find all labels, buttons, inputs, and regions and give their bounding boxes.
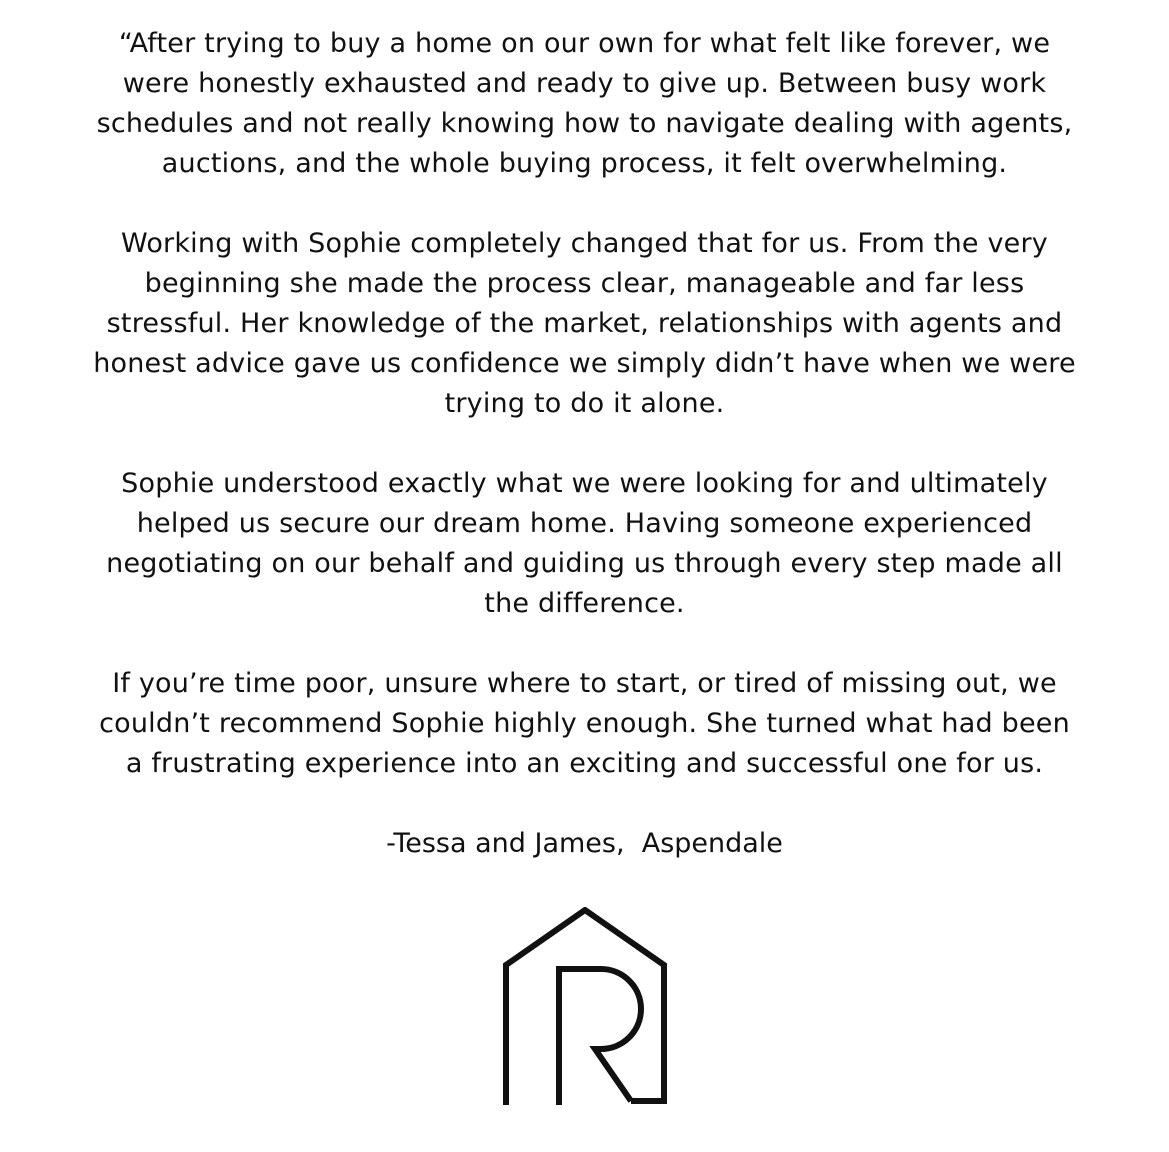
testimonial-paragraph-4 [0, 664, 1169, 784]
text-line: beginning she made the process clear, manageable and far less [144, 268, 1025, 299]
text-line: If you’re time poor, unsure where to start, or tired of missing out, we [112, 668, 1057, 699]
text-line: couldn’t recommend Sophie highly enough. She turned what had been [99, 708, 1070, 739]
text-line: negotiating on our behalf and guiding us through every step made all [106, 548, 1063, 579]
testimonial-attribution: -Tessa and James, Aspendale [386, 828, 783, 859]
text-line: honest advice gave us confidence we simply didn’t have when we were [93, 348, 1076, 379]
testimonial-paragraph-3 [0, 464, 1169, 624]
text-line: trying to do it alone. [444, 388, 725, 419]
text-line: a frustrating experience into an exciting and successful one for us. [125, 748, 1044, 779]
testimonial-block [0, 24, 1169, 864]
text-line: were honestly exhausted and ready to give up. Between busy work [122, 68, 1047, 99]
testimonial-paragraph-1 [0, 24, 1169, 184]
text-line: auctions, and the whole buying process, it felt overwhelming. [161, 148, 1008, 179]
text-line: schedules and not really knowing how to navigate dealing with agents, [96, 108, 1073, 139]
text-line: the difference. [484, 588, 685, 619]
house-r-logo-icon [501, 907, 669, 1105]
text-line: stressful. Her knowledge of the market, relationships with agents and [106, 308, 1063, 339]
text-line: helped us secure our dream home. Having someone experienced [136, 508, 1033, 539]
text-line: “After trying to buy a home on our own for what felt like forever, we [118, 28, 1051, 59]
text-line: Working with Sophie completely changed that for us. From the very [121, 228, 1048, 259]
text-line: Sophie understood exactly what we were looking for and ultimately [121, 468, 1048, 499]
testimonial-paragraph-2 [0, 224, 1169, 424]
